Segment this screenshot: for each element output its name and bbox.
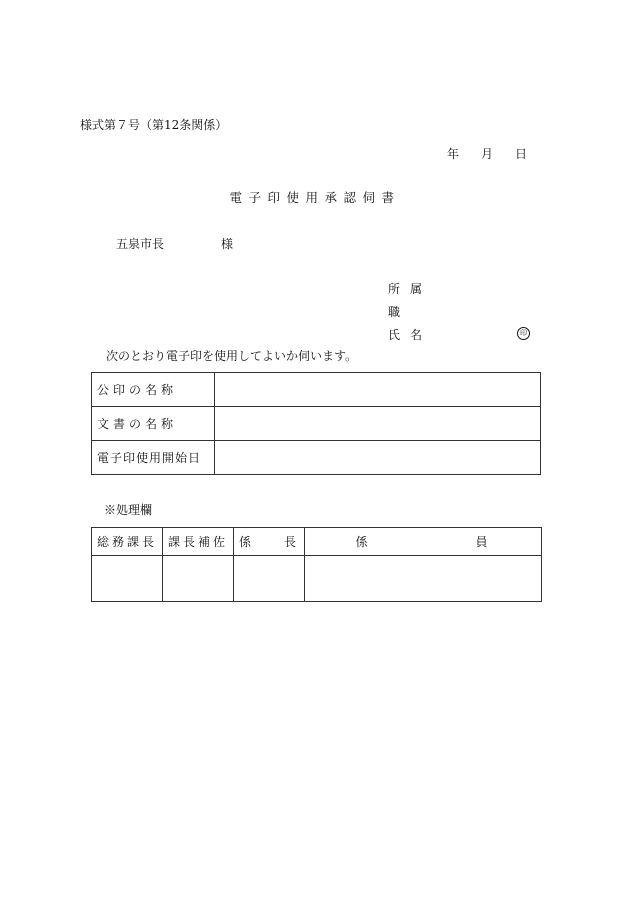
info-table (91, 372, 541, 475)
info-row-document-name (92, 407, 541, 441)
addressee (116, 235, 233, 252)
applicant-affiliation (388, 280, 433, 297)
seal-icon: 印 (517, 327, 530, 340)
info-value-start-date[interactable] (215, 441, 541, 475)
processing-label: ※処理欄 (104, 503, 153, 517)
form-number: 様式第７号（第12条関係） (80, 118, 228, 132)
stamp-cell-general-affairs-manager[interactable] (92, 556, 163, 602)
header-chief: 係 長 (234, 528, 305, 556)
stamp-cell-chief[interactable] (234, 556, 305, 602)
header-deputy-manager: 課長補佐 (163, 528, 234, 556)
processing-header-row (92, 528, 542, 556)
header-general-affairs-manager: 総務課長 (92, 528, 163, 556)
name-label: 氏名 (388, 328, 433, 342)
info-label-seal-name: 公印の名称 (92, 373, 215, 407)
date-line (447, 145, 527, 162)
affiliation-label: 所属 (388, 282, 433, 296)
document-title: 電子印使用承認伺書 (229, 190, 401, 205)
date-day-label: 日 (515, 147, 528, 161)
date-year-label: 年 (447, 147, 460, 161)
info-row-seal-name (92, 373, 541, 407)
info-row-start-date (92, 441, 541, 475)
applicant-name (388, 326, 433, 343)
addressee-name: 五泉市長 (116, 237, 165, 251)
info-label-document-name: 文書の名称 (92, 407, 215, 441)
applicant-position (388, 303, 428, 320)
info-value-document-name[interactable] (215, 407, 541, 441)
processing-table (91, 527, 542, 602)
info-value-seal-name[interactable] (215, 373, 541, 407)
info-label-start-date: 電子印使用開始日 (92, 441, 215, 475)
processing-stamp-row (92, 556, 542, 602)
stamp-cell-deputy-manager[interactable] (163, 556, 234, 602)
date-month-label: 月 (481, 147, 494, 161)
header-staff: 係 員 (305, 528, 542, 556)
position-label: 職 (388, 305, 411, 319)
addressee-honorific: 様 (221, 237, 234, 251)
stamp-cell-staff[interactable] (305, 556, 542, 602)
request-text: 次のとおり電子印を使用してよいか伺います。 (106, 349, 358, 363)
